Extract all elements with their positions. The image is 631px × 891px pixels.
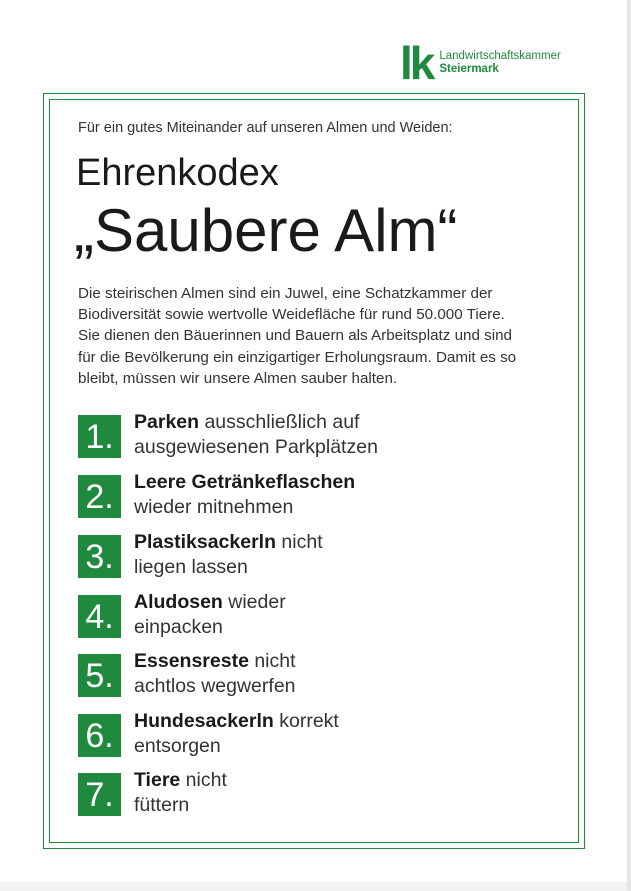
rule-keyword: Leere Getränkeflaschen — [134, 471, 356, 493]
page-edge — [627, 0, 631, 891]
logo-mark: lk — [400, 37, 433, 89]
body-line: Biodiversität sowie wertvolle Weidefläche für rund 50.000 Tiere. — [78, 306, 505, 324]
logo-text — [439, 50, 560, 76]
rule-item-3 — [78, 530, 538, 580]
rule-item-1 — [78, 410, 538, 460]
rule-keyword: Tiere — [134, 769, 181, 791]
rule-rest: nicht — [248, 650, 296, 672]
rule-item-5 — [78, 649, 538, 699]
rule-item-4 — [78, 590, 538, 640]
body-line: Die steirischen Almen sind ein Juwel, eine Schatzkammer der — [78, 285, 493, 302]
number-badge: 2. — [78, 475, 121, 518]
rule-text — [134, 530, 323, 580]
rule-line2: füttern — [134, 794, 190, 816]
number-badge: 1. — [78, 415, 121, 458]
rule-line2: wieder mitnehmen — [134, 496, 294, 518]
rule-rest: nicht — [180, 769, 227, 791]
logo-line1: Landwirtschaftskammer — [439, 50, 561, 62]
rule-text — [134, 649, 296, 699]
logo-line2: Steiermark — [439, 63, 499, 75]
rule-line2: entsorgen — [134, 735, 221, 757]
rule-line2: liegen lassen — [134, 556, 248, 578]
rule-rest: korrekt — [273, 710, 339, 732]
title-line2: „Saubere Alm“ — [74, 197, 458, 264]
body-line: für die Bevölkerung ein einzigartiger Erholungsraum. Damit es so — [78, 348, 517, 366]
rule-item-6 — [78, 709, 538, 759]
rule-keyword: Essensreste — [134, 650, 249, 672]
number-badge: 4. — [78, 595, 121, 638]
rule-line2: ausgewiesenen Parkplätzen — [134, 436, 378, 458]
rule-keyword: Plastiksackerln — [134, 531, 277, 553]
number-badge: 5. — [78, 654, 121, 697]
rule-line2: einpacken — [134, 616, 223, 638]
body-paragraph — [78, 283, 558, 389]
rule-rest: nicht — [276, 531, 323, 553]
body-line: bleibt, müssen wir unsere Almen sauber halten. — [78, 369, 398, 387]
rule-item-2 — [78, 470, 538, 520]
rule-rest: wieder — [222, 591, 286, 613]
body-line: Sie dienen den Bäuerinnen und Bauern als Arbeitsplatz und sind — [78, 327, 512, 345]
number-badge: 3. — [78, 535, 121, 578]
rule-keyword: Parken — [134, 411, 200, 433]
title-line1: Ehrenkodex — [76, 152, 279, 194]
lk-logo — [400, 37, 561, 89]
rule-text — [134, 590, 286, 640]
rule-text — [134, 470, 355, 520]
rule-keyword: Aludosen — [134, 591, 223, 613]
rule-text — [134, 410, 378, 460]
rule-item-7 — [78, 768, 538, 818]
number-badge: 7. — [78, 773, 121, 816]
rule-keyword: Hundesackerln — [134, 710, 274, 732]
rule-text — [134, 709, 339, 759]
rule-text — [134, 768, 227, 818]
number-badge: 6. — [78, 714, 121, 757]
rule-line2: achtlos wegwerfen — [134, 675, 296, 697]
rule-rest: ausschließlich auf — [199, 411, 360, 433]
intro-text: Für ein gutes Miteinander auf unseren Almen und Weiden: — [78, 120, 453, 136]
